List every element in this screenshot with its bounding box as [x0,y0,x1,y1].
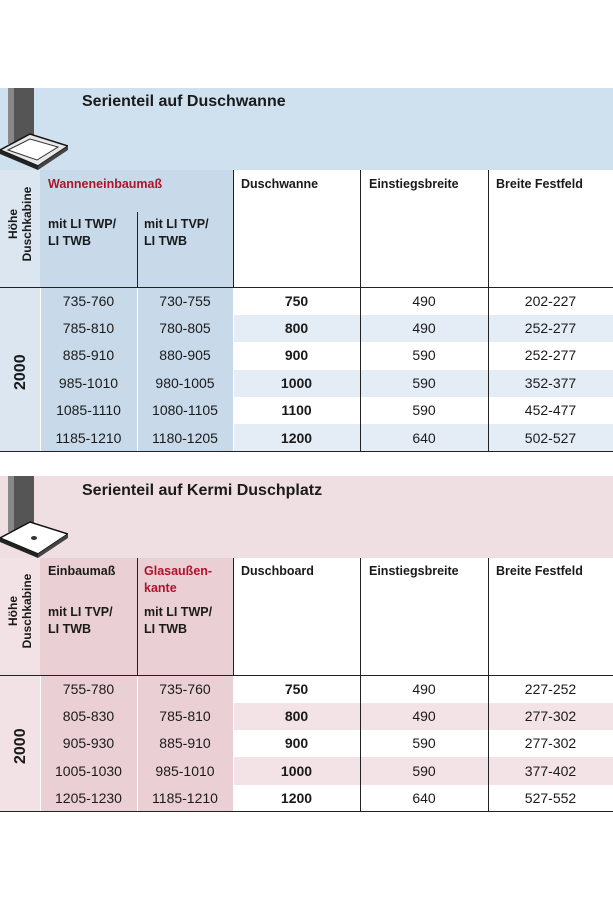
table-cell: 252-277 [524,320,577,336]
height-value: 2000 [12,728,29,764]
sub2-line1: mit LI TWP/ [144,605,213,619]
table-cell: 252-277 [524,347,577,363]
table-cell: 590 [412,375,436,391]
divider [137,558,138,675]
table-cell: 800 [284,320,309,336]
header-breite-festfeld: Breite Festfeld [496,564,583,578]
table-cell: 980-1005 [155,375,215,391]
table-cell: 590 [412,735,436,751]
table-cell: 905-930 [62,735,115,751]
table-cell: 1200 [280,790,313,806]
table-cell: 452-477 [524,402,577,418]
table-cell: 640 [412,790,436,806]
table-cell: 1005-1030 [55,763,122,779]
table-cell: 780-805 [159,320,211,336]
table-cell: 490 [412,320,436,336]
table-cell: 900 [284,347,309,363]
sub2-line2: LI TWB [144,622,188,636]
header-einstiegsbreite: Einstiegsbreite [369,564,459,578]
table-cell: 1185-1210 [152,790,218,806]
table-cell: 750 [284,681,309,697]
table-cell: 735-760 [159,681,211,697]
table-cell: 1080-1105 [152,402,218,418]
table-cell: 277-302 [524,735,577,751]
sub1-line2: LI TWB [48,622,92,636]
section-title: Serienteil auf Kermi Duschplatz [82,482,323,499]
side-label [6,567,34,655]
table-cell: 885-910 [159,735,211,751]
sub1-line1: mit LI TVP/ [48,605,113,619]
table-cell: 527-552 [524,790,577,806]
table-cell: 755-780 [62,681,115,697]
table-cell: 885-910 [62,347,115,363]
divider [488,558,489,675]
table-cell: 1180-1205 [152,430,218,446]
header-duschboard: Duschboard [241,564,314,578]
table-cell: 1185-1210 [55,430,122,446]
table-cell: 805-830 [62,708,115,724]
table-cell: 277-302 [524,708,577,724]
table-cell: 750 [284,293,309,309]
table-cell: 985-1010 [155,763,215,779]
table-cell: 352-377 [524,375,577,391]
height-value: 2000 [12,354,29,390]
sub-header-2 [144,604,212,638]
header-glasaussenkante [144,563,212,597]
header-einbaumass: Einbaumaß [48,564,116,578]
table-cell: 1085-1110 [56,402,121,418]
table-cell: 1000 [280,375,313,391]
table-cell: 490 [412,708,436,724]
col2-line1: Glasaußen- [144,564,213,578]
side-label-line2: Duschkabine [20,573,34,649]
header-einstiegsbreite: Einstiegsbreite [369,177,459,191]
table-cell: 880-905 [159,347,211,363]
group-header: Wanneneinbaumaß [48,177,163,191]
table-cell: 730-755 [159,293,211,309]
table-cell: 1100 [281,402,312,418]
section-title: Serienteil auf Duschwanne [82,93,286,110]
table-cell: 377-402 [524,763,577,779]
col2-line2: kante [144,581,177,595]
table-cell: 502-527 [524,430,577,446]
header-breite-festfeld: Breite Festfeld [496,177,583,191]
table-cell: 800 [284,708,309,724]
side-label-line1: Höhe [6,596,20,626]
divider [233,558,234,675]
table-cell: 590 [412,347,436,363]
table-cell: 735-760 [62,293,115,309]
table-cell: 590 [412,763,436,779]
table-cell: 490 [412,681,436,697]
table-cell: 785-810 [159,708,211,724]
table-cell: 1205-1230 [55,790,122,806]
table-cell: 640 [412,430,436,446]
table-cell: 590 [412,402,436,418]
sub1-line2: LI TWB [48,234,92,248]
sub2-line1: mit LI TVP/ [144,217,209,231]
divider [0,811,613,812]
shower-board-thumbnail [0,476,68,558]
sub1-line1: mit LI TWP/ [48,217,117,231]
table-cell: 1200 [280,430,313,446]
table-cell: 785-810 [62,320,115,336]
sub-header-1 [48,604,113,638]
table-cell: 490 [412,293,436,309]
table-cell: 1000 [280,763,313,779]
side-label-line2: Duschkabine [20,186,34,262]
side-label-line1: Höhe [6,209,20,239]
divider [360,558,361,675]
header-duschwanne: Duschwanne [241,177,319,191]
table-cell: 985-1010 [58,375,119,391]
sub2-line2: LI TWB [144,234,188,248]
table-cell: 227-252 [524,681,577,697]
table-cell: 202-227 [524,293,577,309]
table-cell: 900 [284,735,309,751]
